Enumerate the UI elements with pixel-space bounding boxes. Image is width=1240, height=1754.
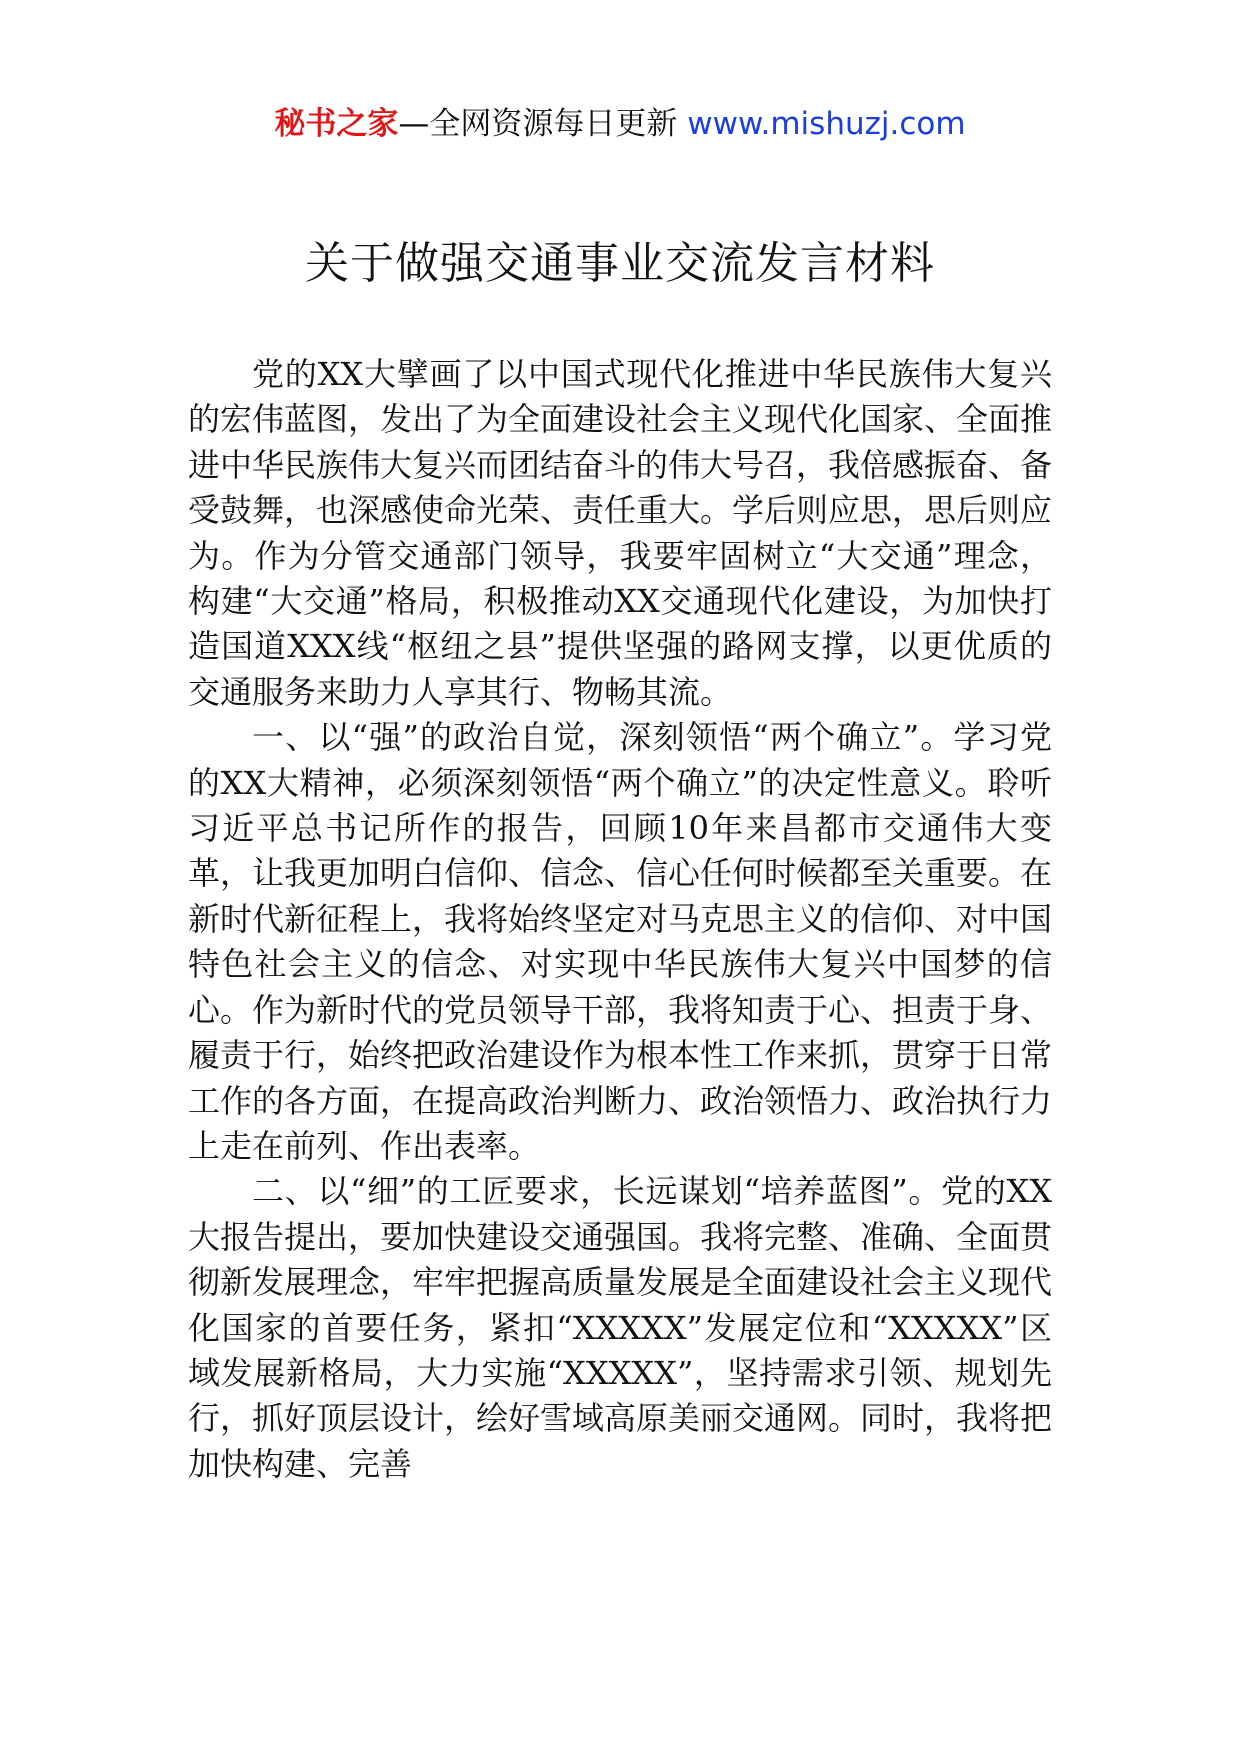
header-tagline: —全网资源每日更新 bbox=[398, 106, 678, 142]
intro-paragraph: 党的XX大擘画了以中国式现代化推进中华民族伟大复兴的宏伟蓝图，发出了为全面建设社会主义现代化国家、全面推进中华民族伟大复兴而团结奋斗的伟大号召，我倍感振奋、备受鼓舞，也深感使命光荣、责任重大。学后则应思，思后则应为。作为分管交通部门领导，我要牢固树立“大交通”理念，构建“大交通”格局，积极推动XX交通现代化建设，为加快打造国道XXX线“枢纽之县”提供坚强的路网支撑，以更优质的交通服务来助力人享其行、物畅其流。 bbox=[188, 355, 1053, 711]
site-url-link[interactable]: www.mishuzj.com bbox=[687, 106, 966, 142]
section-one-paragraph: 一、以“强”的政治自觉，深刻领悟“两个确立”。学习党的XX大精神，必须深刻领悟“两个确立”的决定性意义。聆听习近平总书记所作的报告，回顾10年来昌都市交通伟大变革，让我更加明白信仰、信念、信心任何时候都至关重要。在新时代新征程上，我将始终坚定对马克思主义的信仰、对中国特色社会主义的信念、对实现中华民族伟大复兴中国梦的信心。作为新时代的党员领导干部，我将知责于心、担责于身、履责于行，始终把政治建设作为根本性工作来抓，贯穿于日常工作的各方面，在提高政治判断力、政治领悟力、政治执行力上走在前列、作出表率。 bbox=[188, 718, 1053, 1165]
site-header bbox=[0, 104, 1240, 144]
section-two-paragraph: 二、以“细”的工匠要求，长远谋划“培养蓝图”。党的XX大报告提出，要加快建设交通强国。我将完整、准确、全面贯彻新发展理念，牢牢把握高质量发展是全面建设社会主义现代化国家的首要任务，紧扣“XXXXX”发展定位和“XXXXX”区域发展新格局，大力实施“XXXXX”，坚持需求引领、规划先行，抓好顶层设计，绘好雪域高原美丽交通网。同时，我将把加快构建、完善 bbox=[188, 1172, 1053, 1483]
brand-name: 秘书之家 bbox=[274, 106, 399, 142]
document-title: 关于做强交通事业交流发言材料 bbox=[305, 238, 935, 289]
document-body bbox=[188, 352, 1052, 1487]
